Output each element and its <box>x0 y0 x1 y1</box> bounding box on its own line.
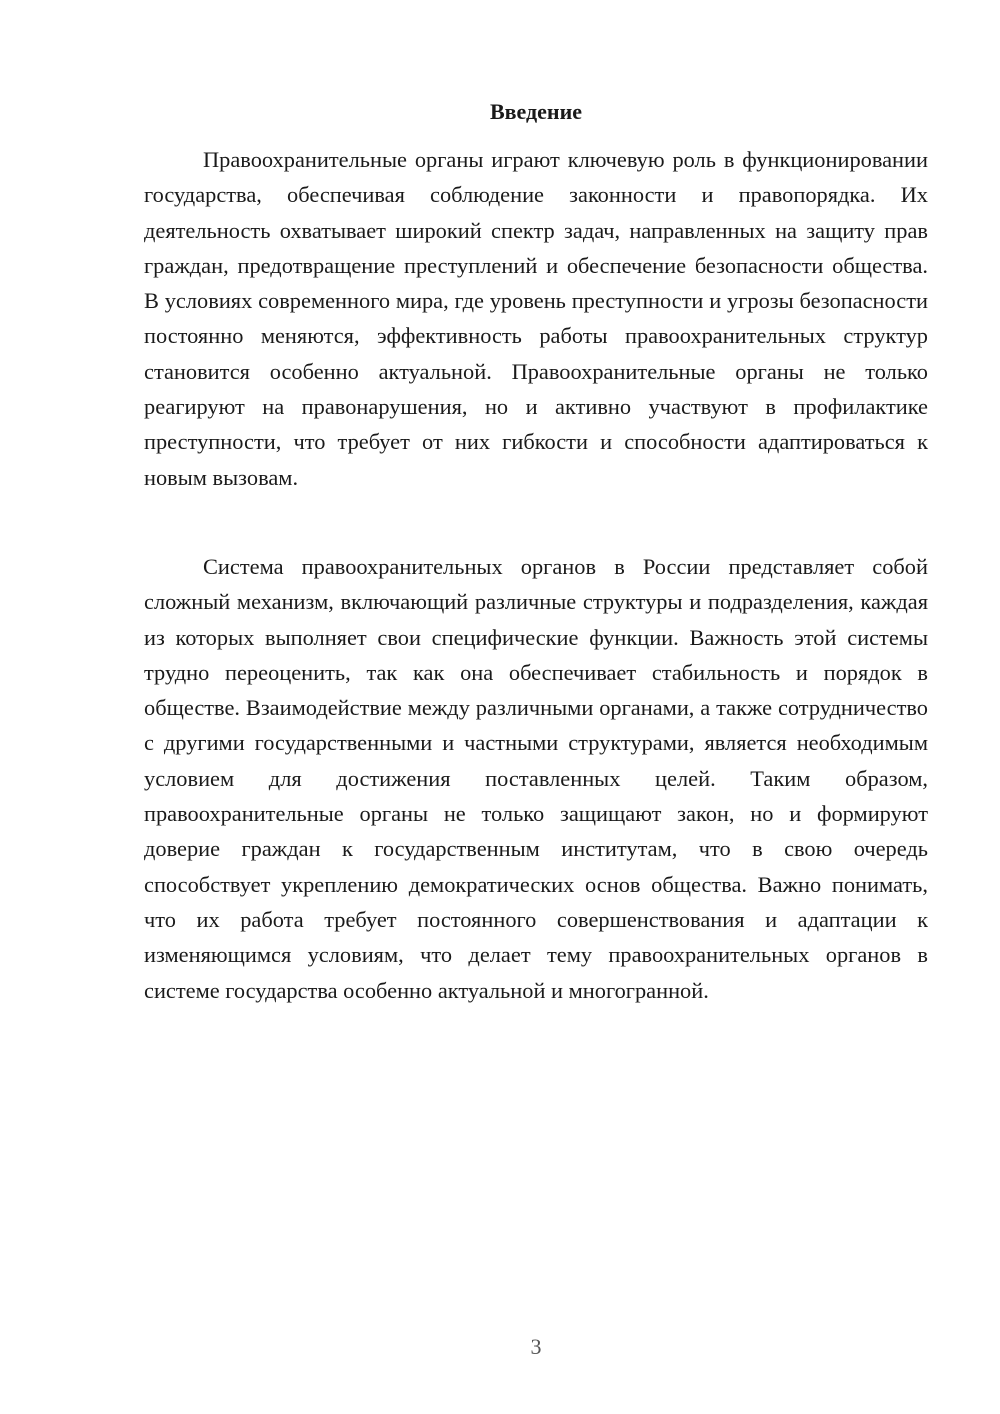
paragraph-2: Система правоохранительных органов в России представляет собой сложный механизм, включающий различные структуры и подразделения, каждая из которых выполняет свои специфические функции. Важность этой системы трудно переоценить, так как она обеспечивает стабильность и порядок в обществе. Взаимодействие между различными органами, а также сотрудничество с другими государственными и частными структурами, является необходимым условием для достижения поставленных целей. Таким образом, правоохранительные органы не только защищают закон, но и формируют доверие граждан к государственным институтам, что в свою очередь способствует укреплению демократических основ общества. Важно понимать, что их работа требует постоянного совершенствования и адаптации к изменяющимся условиям, что делает тему правоохранительных органов в системе государства особенно актуальной и многогранной. <box>144 554 928 1003</box>
page-number: 3 <box>530 1334 542 1359</box>
section-heading: Введение <box>489 99 583 124</box>
paragraph-1: Правоохранительные органы играют ключевую роль в функционировании государства, обеспечивая соблюдение законности и правопорядка. Их деятельность охватывает широкий спектр задач, направленных на защиту прав граждан, предотвращение преступлений и обеспечение безопасности общества. В условиях современного мира, где уровень преступности и угрозы безопасности постоянно меняются, эффективность работы правоохранительных структур становится особенно актуальной. Правоохранительные органы не только реагируют на правонарушения, но и активно участвуют в профилактике преступности, что требует от них гибкости и способности адаптироваться к новым вызовам. <box>144 147 928 490</box>
